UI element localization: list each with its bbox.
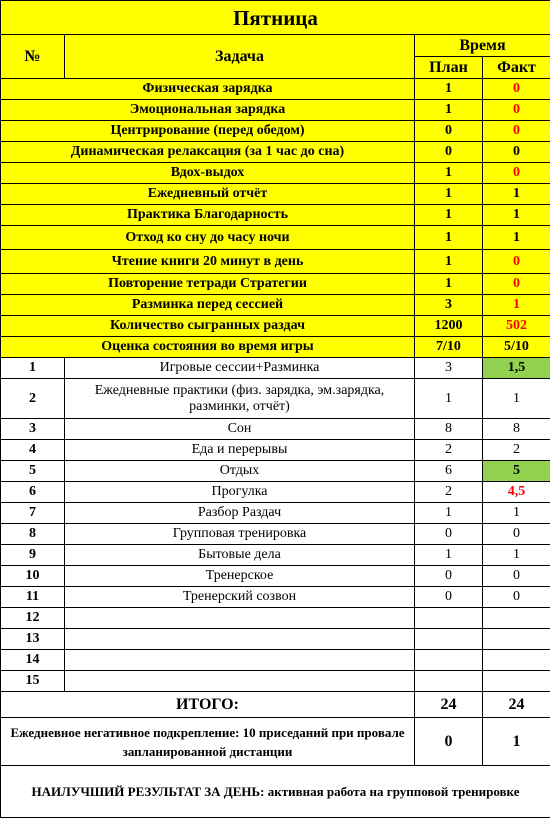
total-fact: 24 bbox=[483, 692, 550, 718]
daily-task-row bbox=[1, 121, 550, 142]
daily-task-fact: 0 bbox=[483, 100, 550, 121]
time-row-number: 14 bbox=[1, 650, 65, 671]
daily-task-row bbox=[1, 274, 550, 295]
daily-task-plan: 1 bbox=[415, 205, 483, 226]
header-time: Время bbox=[415, 35, 550, 57]
time-row-task bbox=[65, 629, 415, 650]
daily-task-row bbox=[1, 163, 550, 184]
daily-task-name: Повторение тетради Стратегии bbox=[1, 274, 415, 295]
time-row-number: 15 bbox=[1, 671, 65, 692]
daily-task-fact: 0 bbox=[483, 121, 550, 142]
time-row-fact: 1 bbox=[483, 545, 550, 566]
negative-fact: 1 bbox=[483, 718, 550, 766]
time-row-task bbox=[65, 650, 415, 671]
daily-task-fact: 5/10 bbox=[483, 337, 550, 358]
header-fact: Факт bbox=[483, 57, 550, 79]
time-row-task bbox=[65, 671, 415, 692]
daily-task-name: Физическая зарядка bbox=[1, 79, 415, 100]
time-row-plan: 0 bbox=[415, 587, 483, 608]
time-row bbox=[1, 358, 550, 379]
time-row-fact: 1,5 bbox=[483, 358, 550, 379]
daily-task-fact: 0 bbox=[483, 142, 550, 163]
daily-task-plan: 1 bbox=[415, 163, 483, 184]
time-row-task: Прогулка bbox=[65, 482, 415, 503]
time-row bbox=[1, 503, 550, 524]
time-row bbox=[1, 608, 550, 629]
time-row-fact: 1 bbox=[483, 379, 550, 419]
time-row-number: 3 bbox=[1, 419, 65, 440]
time-row-fact: 1 bbox=[483, 503, 550, 524]
time-row-number: 4 bbox=[1, 440, 65, 461]
time-row bbox=[1, 671, 550, 692]
daily-task-fact: 0 bbox=[483, 250, 550, 274]
daily-task-row bbox=[1, 337, 550, 358]
header-task: Задача bbox=[65, 35, 415, 79]
best-result-row bbox=[1, 766, 550, 818]
daily-task-row bbox=[1, 142, 550, 163]
daily-task-name: Ежедневный отчёт bbox=[1, 184, 415, 205]
time-row-number: 10 bbox=[1, 566, 65, 587]
daily-task-row bbox=[1, 316, 550, 337]
time-row-number: 8 bbox=[1, 524, 65, 545]
time-row bbox=[1, 524, 550, 545]
time-row-number: 13 bbox=[1, 629, 65, 650]
daily-task-plan: 0 bbox=[415, 121, 483, 142]
negative-reinforcement-row bbox=[1, 718, 550, 766]
time-row-plan bbox=[415, 608, 483, 629]
daily-task-fact: 1 bbox=[483, 295, 550, 316]
daily-task-row bbox=[1, 250, 550, 274]
daily-task-name: Отход ко сну до часу ночи bbox=[1, 226, 415, 250]
time-row-plan: 0 bbox=[415, 566, 483, 587]
daily-task-row bbox=[1, 226, 550, 250]
negative-plan: 0 bbox=[415, 718, 483, 766]
daily-task-name: Чтение книги 20 минут в день bbox=[1, 250, 415, 274]
time-row-task: Тренерский созвон bbox=[65, 587, 415, 608]
time-row-fact: 0 bbox=[483, 587, 550, 608]
time-row-fact: 8 bbox=[483, 419, 550, 440]
time-row-plan: 8 bbox=[415, 419, 483, 440]
time-row-number: 9 bbox=[1, 545, 65, 566]
daily-task-name: Центрирование (перед обедом) bbox=[1, 121, 415, 142]
time-row-fact bbox=[483, 650, 550, 671]
time-row-fact: 2 bbox=[483, 440, 550, 461]
time-row-fact: 0 bbox=[483, 524, 550, 545]
daily-task-plan: 1 bbox=[415, 100, 483, 121]
daily-task-plan: 7/10 bbox=[415, 337, 483, 358]
total-label: ИТОГО: bbox=[1, 692, 415, 718]
daily-task-row bbox=[1, 205, 550, 226]
daily-task-name: Вдох-выдох bbox=[1, 163, 415, 184]
time-row-number: 12 bbox=[1, 608, 65, 629]
negative-reinforcement-text: Ежедневное негативное подкрепление: 10 приседаний при провале запланированной дистанции bbox=[1, 718, 415, 766]
daily-task-fact: 0 bbox=[483, 79, 550, 100]
best-result-text: активная работа на групповой тренировке bbox=[267, 784, 520, 799]
time-row-plan: 2 bbox=[415, 440, 483, 461]
time-row bbox=[1, 440, 550, 461]
time-row bbox=[1, 419, 550, 440]
daily-task-name: Оценка состояния во время игры bbox=[1, 337, 415, 358]
daily-task-name: Эмоциональная зарядка bbox=[1, 100, 415, 121]
time-row-plan: 6 bbox=[415, 461, 483, 482]
time-row-fact: 0 bbox=[483, 566, 550, 587]
time-row-task: Отдых bbox=[65, 461, 415, 482]
time-row-task bbox=[65, 608, 415, 629]
day-title: Пятница bbox=[1, 1, 550, 35]
time-row-plan bbox=[415, 650, 483, 671]
time-row-plan: 1 bbox=[415, 503, 483, 524]
time-row-number: 11 bbox=[1, 587, 65, 608]
total-row bbox=[1, 692, 550, 718]
daily-task-plan: 1 bbox=[415, 184, 483, 205]
time-row-task: Разбор Раздач bbox=[65, 503, 415, 524]
time-row-task: Ежедневные практики (физ. зарядка, эм.зарядка, разминки, отчёт) bbox=[65, 379, 415, 419]
daily-task-plan: 1 bbox=[415, 250, 483, 274]
total-plan: 24 bbox=[415, 692, 483, 718]
best-result-cell bbox=[1, 766, 550, 818]
time-row-task: Сон bbox=[65, 419, 415, 440]
time-row bbox=[1, 587, 550, 608]
time-row-number: 2 bbox=[1, 379, 65, 419]
daily-task-name: Динамическая релаксация (за 1 час до сна) bbox=[1, 142, 415, 163]
daily-task-plan: 1 bbox=[415, 226, 483, 250]
time-row-fact: 4,5 bbox=[483, 482, 550, 503]
time-row-task: Групповая тренировка bbox=[65, 524, 415, 545]
daily-task-fact: 1 bbox=[483, 184, 550, 205]
time-row bbox=[1, 566, 550, 587]
time-row bbox=[1, 482, 550, 503]
time-row-number: 6 bbox=[1, 482, 65, 503]
time-row-task: Тренерское bbox=[65, 566, 415, 587]
time-row-plan: 1 bbox=[415, 379, 483, 419]
daily-task-name: Практика Благодарность bbox=[1, 205, 415, 226]
time-row bbox=[1, 461, 550, 482]
daily-task-row bbox=[1, 100, 550, 121]
daily-task-fact: 0 bbox=[483, 163, 550, 184]
daily-task-fact: 1 bbox=[483, 226, 550, 250]
daily-task-row bbox=[1, 295, 550, 316]
time-row bbox=[1, 545, 550, 566]
time-row-fact bbox=[483, 629, 550, 650]
time-row-fact: 5 bbox=[483, 461, 550, 482]
daily-task-fact: 1 bbox=[483, 205, 550, 226]
daily-task-name: Разминка перед сессией bbox=[1, 295, 415, 316]
time-row-task: Бытовые дела bbox=[65, 545, 415, 566]
time-row-task: Игровые сессии+Разминка bbox=[65, 358, 415, 379]
daily-task-fact: 502 bbox=[483, 316, 550, 337]
daily-task-plan: 1200 bbox=[415, 316, 483, 337]
time-row-plan: 0 bbox=[415, 524, 483, 545]
daily-task-row bbox=[1, 184, 550, 205]
time-row bbox=[1, 379, 550, 419]
daily-task-plan: 1 bbox=[415, 79, 483, 100]
time-row-plan: 1 bbox=[415, 545, 483, 566]
daily-task-name: Количество сыгранных раздач bbox=[1, 316, 415, 337]
daily-task-row bbox=[1, 79, 550, 100]
daily-task-fact: 0 bbox=[483, 274, 550, 295]
time-row-fact bbox=[483, 671, 550, 692]
daily-task-plan: 0 bbox=[415, 142, 483, 163]
time-row-task: Еда и перерывы bbox=[65, 440, 415, 461]
time-row bbox=[1, 629, 550, 650]
time-row-fact bbox=[483, 608, 550, 629]
time-row-plan bbox=[415, 671, 483, 692]
header-plan: План bbox=[415, 57, 483, 79]
daily-task-plan: 3 bbox=[415, 295, 483, 316]
time-row-number: 7 bbox=[1, 503, 65, 524]
time-row-plan bbox=[415, 629, 483, 650]
time-row-number: 1 bbox=[1, 358, 65, 379]
time-row-plan: 3 bbox=[415, 358, 483, 379]
header-number: № bbox=[1, 35, 65, 79]
time-row-plan: 2 bbox=[415, 482, 483, 503]
best-result-label: НАИЛУЧШИЙ РЕЗУЛЬТАТ ЗА ДЕНЬ: bbox=[31, 784, 265, 799]
time-row bbox=[1, 650, 550, 671]
daily-task-plan: 1 bbox=[415, 274, 483, 295]
time-row-number: 5 bbox=[1, 461, 65, 482]
